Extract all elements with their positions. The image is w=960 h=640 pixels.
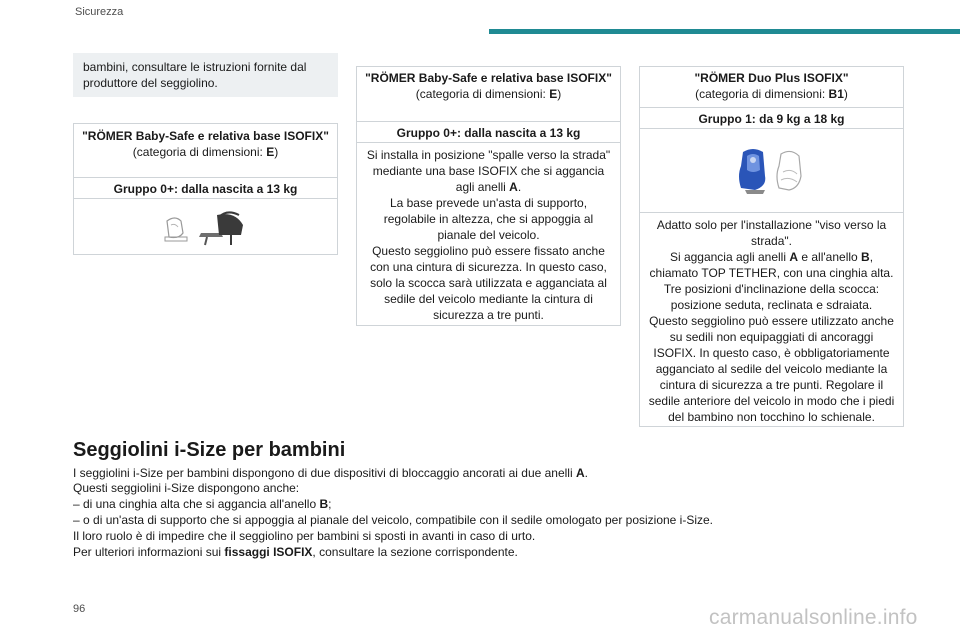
section-heading: Seggiolini i-Size per bambini — [73, 439, 346, 461]
paragraph: – o di un'asta di supporto che si appoggia al pianale del veicolo, compatibile con il sedile omologato per posizione i-Size. — [73, 513, 714, 527]
description-line: Adatto solo per l'installazione "viso verso la strada". — [656, 218, 887, 248]
header-accent-bar — [489, 29, 960, 34]
seat-card-duo-plus — [639, 66, 904, 427]
description-line: Si installa in posizione "spalle verso la strada" mediante una base ISOFIX che si aggancia agli anelli A. — [366, 148, 611, 194]
card-image — [74, 198, 337, 254]
watermark: carmanualsonline.info — [709, 606, 918, 629]
paragraph: – di una cinghia alta che si aggancia all'anello B; — [73, 497, 332, 511]
card-group: Gruppo 0+: dalla nascita a 13 kg — [74, 177, 337, 198]
description-line: Si aggancia agli anelli A e all'anello B, chiamato TOP TETHER, con una cinghia alta. — [649, 250, 894, 280]
card-category: (categoria di dimensioni: B1) — [695, 87, 848, 101]
paragraph: Per ulteriori informazioni sui fissaggi ISOFIX, consultare la sezione corrispondente. — [73, 545, 518, 559]
card-image — [640, 128, 903, 212]
card-category: (categoria di dimensioni: E) — [415, 87, 562, 101]
card-description — [640, 212, 903, 431]
seat-card-baby-safe — [73, 123, 338, 255]
description-line: Questo seggiolino può essere fissato anche con una cintura di sicurezza. In questo caso, solo la scocca sarà utilizzata e agganciata al sedile del veicolo mediante la cintura di sicurezza a tre punti. — [370, 244, 607, 322]
paragraph: Il loro ruolo è di impedire che il seggiolino per bambini si sposti in avanti in caso di urto. — [73, 529, 536, 543]
continued-note: bambini, consultare le istruzioni fornite dal produttore del seggiolino. — [73, 53, 338, 97]
paragraph: I seggiolini i-Size per bambini dispongono di due dispositivi di bloccaggio ancorati ai due anelli A. — [73, 466, 588, 480]
section-title: Sicurezza — [75, 6, 124, 18]
infant-carrier-with-isofix-base-icon — [161, 207, 251, 247]
card-header — [357, 67, 620, 121]
seat-card-baby-safe-details — [356, 66, 621, 326]
card-category: (categoria di dimensioni: E) — [132, 145, 279, 159]
card-title: "RÖMER Duo Plus ISOFIX" — [694, 71, 849, 85]
description-line: La base prevede un'asta di supporto, regolabile in altezza, che si appoggia al pianale del veicolo. — [383, 196, 594, 242]
card-group: Gruppo 1: da 9 kg a 18 kg — [640, 107, 903, 128]
card-title: "RÖMER Baby-Safe e relativa base ISOFIX" — [82, 129, 329, 143]
paragraph: Questi seggiolini i-Size dispongono anche: — [73, 481, 300, 495]
card-group: Gruppo 0+: dalla nascita a 13 kg — [357, 121, 620, 142]
description-line: Questo seggiolino può essere utilizzato anche su sedili non equipaggiati di ancoraggi ISOFIX. In questo caso, è obbligatoriamente agganciato al sedile del veicolo mediante la cintura di sicurezza a tre punti. Regolare il sedile anteriore del veicolo in modo che i piedi del bambino non tocchino lo schienale. — [648, 314, 895, 424]
card-header — [74, 124, 337, 177]
card-header — [640, 67, 903, 107]
card-title: "RÖMER Baby-Safe e relativa base ISOFIX" — [365, 71, 612, 85]
card-description — [357, 142, 620, 329]
description-line: Tre posizioni d'inclinazione della scocca: posizione seduta, reclinata e sdraiata. — [663, 282, 880, 312]
forward-facing-child-seat-icon — [735, 146, 809, 196]
page-number: 96 — [73, 603, 86, 615]
